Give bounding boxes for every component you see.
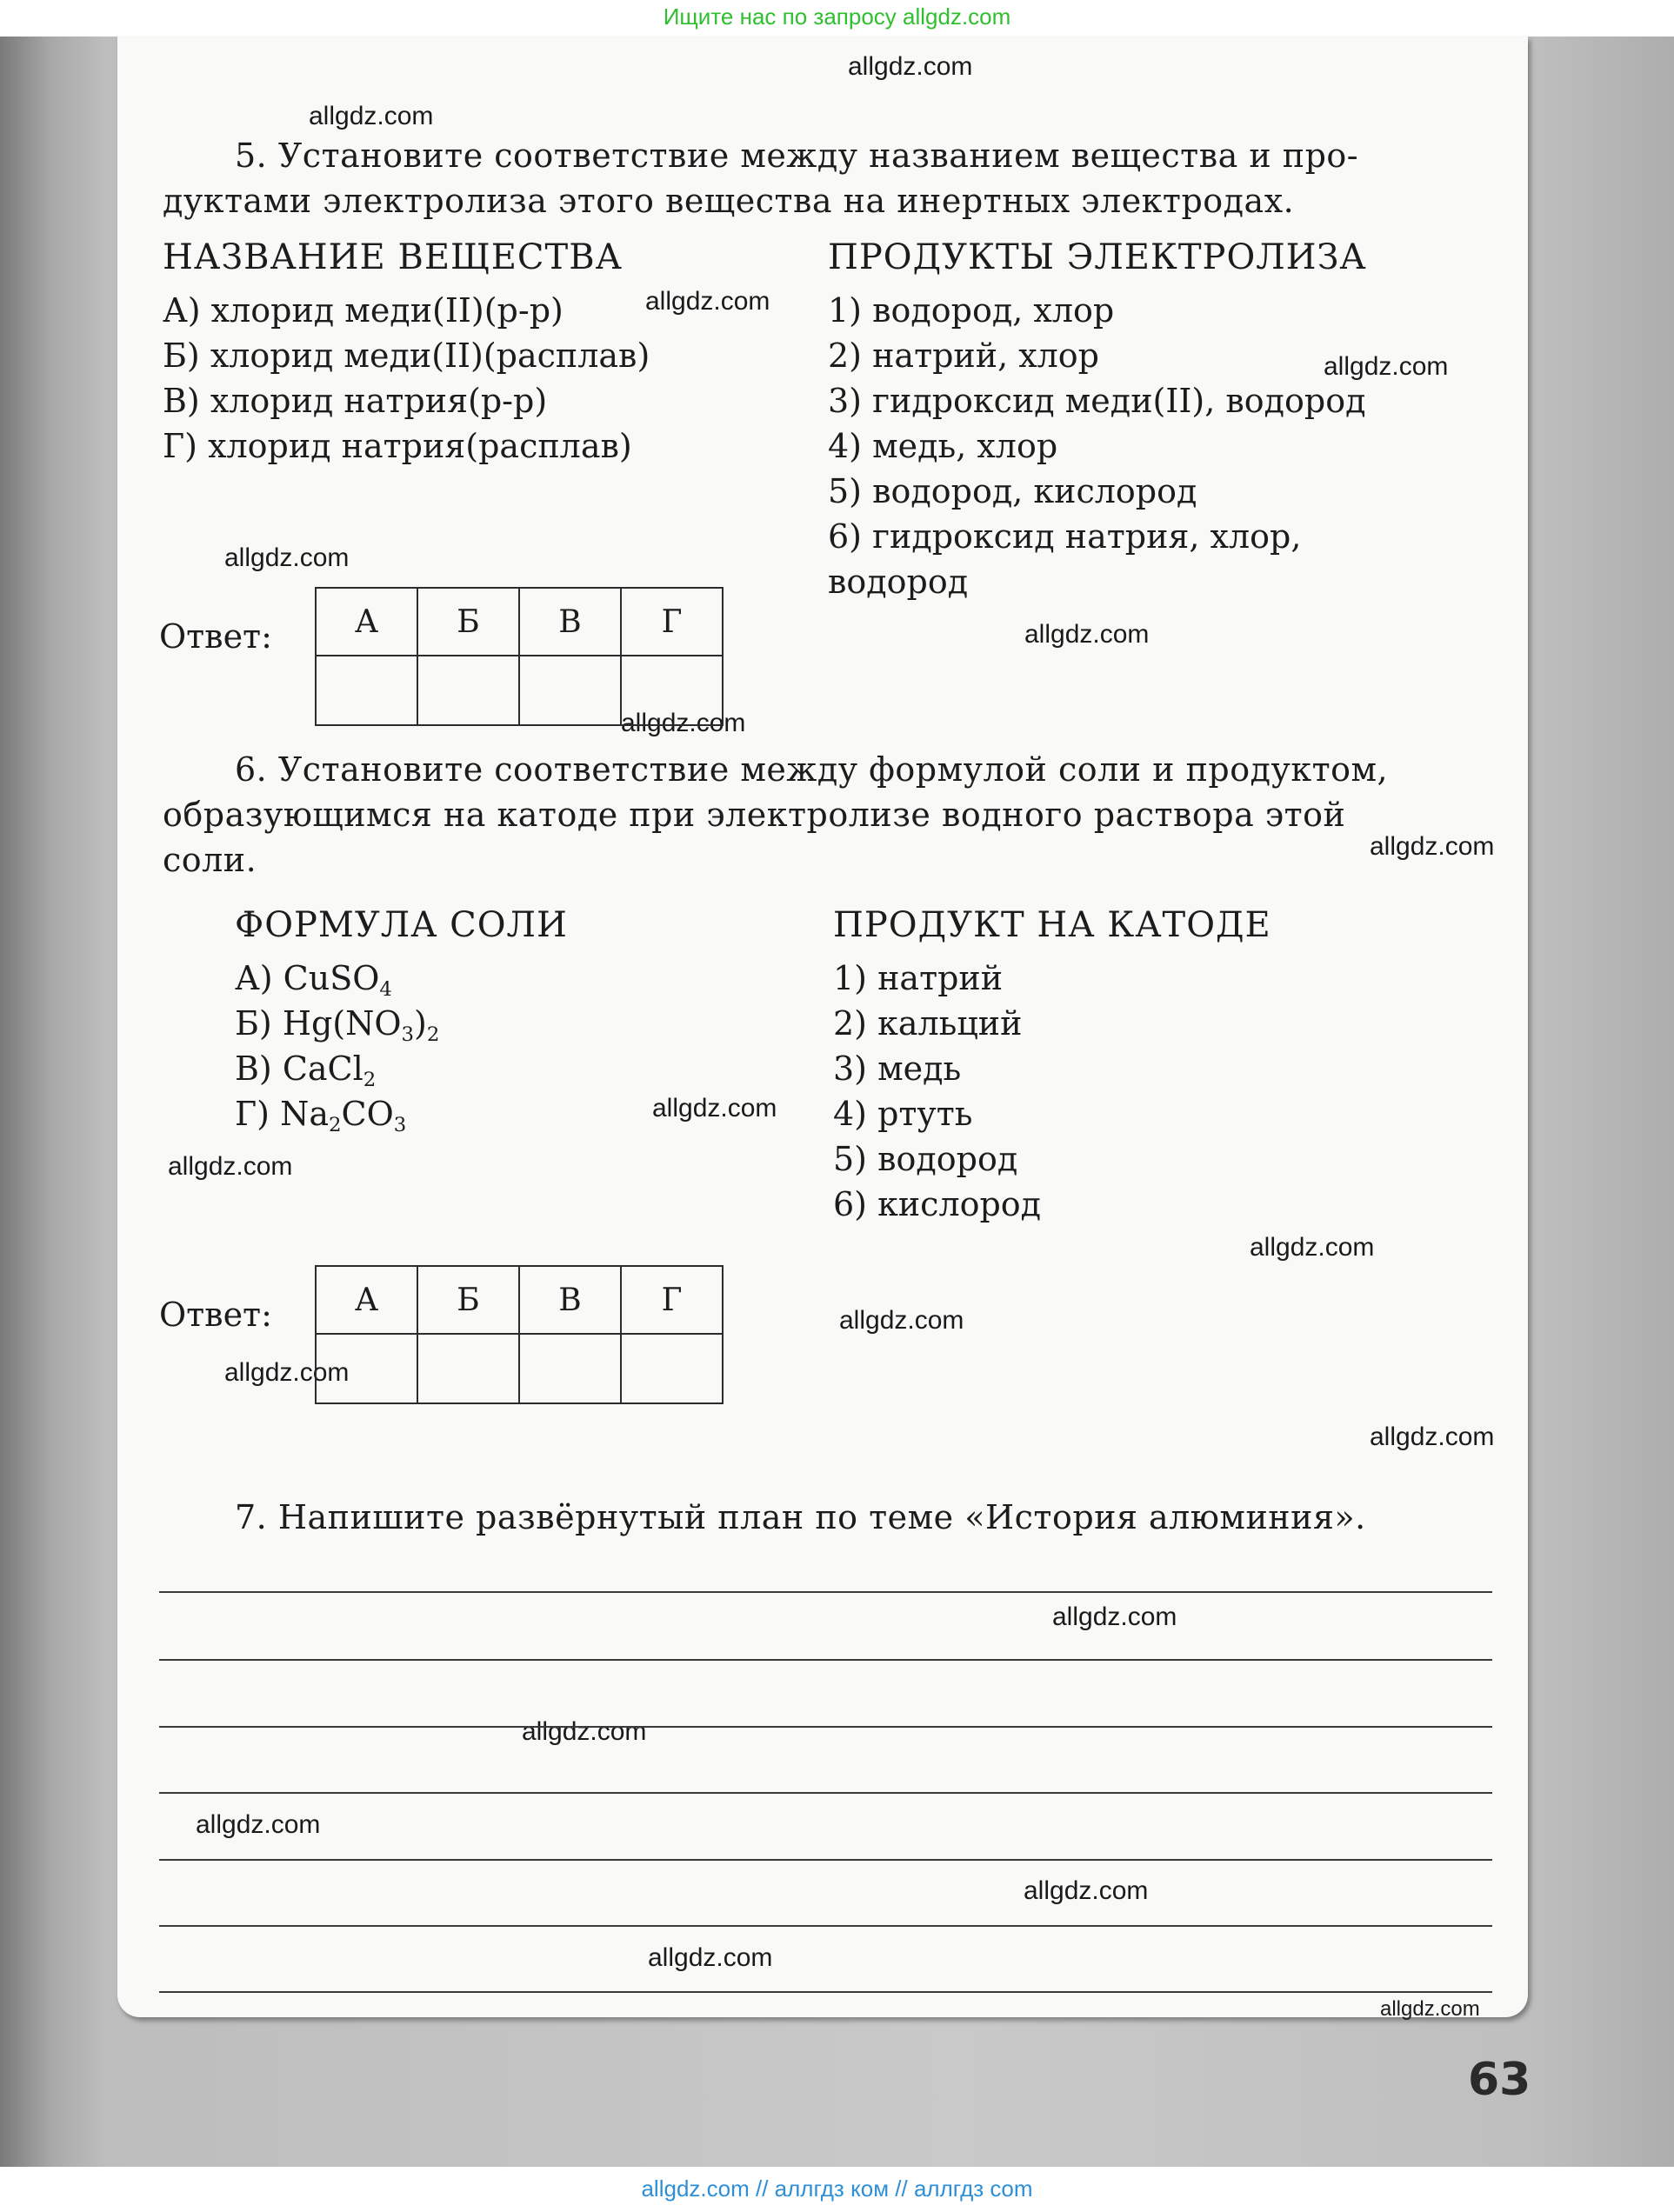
answer-cell-b[interactable] [417,1334,519,1403]
answer-cell-a[interactable] [316,656,417,725]
watermark: allgdz.com [1024,1876,1149,1905]
watermark: allgdz.com [1250,1233,1375,1262]
task5-product-6: 6) гидроксид натрия, хлор, [828,517,1302,556]
answer-cell-v[interactable] [519,1334,621,1403]
watermark: allgdz.com [1370,832,1495,861]
task6-formula-c: В) CaCl$_2$ [235,1049,377,1091]
answer-header-v: В [519,588,621,656]
writing-line[interactable] [159,1991,1492,1993]
task6-answer-table [315,1265,724,1404]
scan-shadow [1531,37,1674,2167]
watermark: allgdz.com [224,543,350,572]
task6-line2: образующимся на катоде при электролизе водного раствора этой [163,796,1346,834]
task5-right-header: ПРОДУКТЫ ЭЛЕКТРОЛИЗА [828,237,1367,277]
task5-substance-d: Г) хлорид натрия(расплав) [163,427,632,465]
answer-header-v: В [519,1266,621,1334]
answer-header-b: Б [417,1266,519,1334]
answer-header-b: Б [417,588,519,656]
writing-line[interactable] [159,1726,1492,1728]
watermark: allgdz.com [839,1306,964,1335]
answer-header-g: Г [621,1266,723,1334]
answer-cell-g[interactable] [621,656,723,725]
writing-line[interactable] [159,1792,1492,1794]
task6-product-6: 6) кислород [833,1185,1042,1223]
watermark: allgdz.com [196,1810,321,1839]
watermark: allgdz.com [848,52,973,81]
task5-product-1: 1) водород, хлор [828,291,1115,330]
watermark: allgdz.com [652,1094,777,1123]
task5-product-6-cont: водород [828,563,969,601]
task6-answer-label: Ответ: [159,1296,272,1334]
task5-product-4: 4) медь, хлор [828,427,1058,465]
watermark: allgdz.com [621,709,746,737]
page-number: 63 [1468,2054,1531,2106]
task6-formula-b: Б) $Hg(NO_3)_2$ [235,1004,440,1046]
task6-line1: 6. Установите соответствие между формулой соли и продуктом, [235,750,1389,789]
task6-right-header: ПРОДУКТ НА КАТОДЕ [833,905,1271,945]
answer-cell-a[interactable] [316,1334,417,1403]
task5-substance-b: Б) хлорид меди(II)(расплав) [163,336,650,375]
task6-product-1: 1) натрий [833,959,1004,997]
watermark: allgdz.com [648,1943,773,1972]
answer-header-a: А [316,588,417,656]
watermark: allgdz.com [168,1152,293,1181]
writing-line[interactable] [159,1859,1492,1861]
watermark: allgdz.com [645,287,770,316]
task5-line1: 5. Установите соответствие между названием вещества и про- [235,137,1359,175]
task6-product-4: 4) ртуть [833,1095,973,1133]
watermark: allgdz.com [224,1358,350,1387]
watermark: allgdz.com [1052,1602,1177,1631]
watermark: allgdz.com [309,102,434,130]
answer-header-a: А [316,1266,417,1334]
task6-left-header: ФОРМУЛА СОЛИ [235,905,568,945]
bottom-banner[interactable]: allgdz.com // аллгдз ком // аллгдз com [641,2175,1033,2202]
task5-answer-label: Ответ: [159,617,272,656]
task5-substance-a: А) хлорид меди(II)(р-р) [163,291,564,330]
watermark: allgdz.com [522,1717,647,1746]
watermark: allgdz.com [1380,1997,1480,2021]
answer-header-g: Г [621,588,723,656]
watermark: allgdz.com [1024,620,1150,649]
task7-line1: 7. Напишите развёрнутый план по теме «История алюминия». [235,1498,1366,1536]
writing-line[interactable] [159,1591,1492,1593]
task6-product-3: 3) медь [833,1049,962,1088]
top-banner[interactable]: Ищите нас по запросу allgdz.com [663,3,1011,30]
task5-line2: дуктами электролиза этого вещества на инертных электродах. [163,182,1295,220]
task6-formula-d: Г) $Na_2CO_3$ [235,1095,407,1136]
task5-left-header: НАЗВАНИЕ ВЕЩЕСТВА [163,237,623,277]
watermark: allgdz.com [1370,1422,1495,1451]
answer-cell-v[interactable] [519,656,621,725]
task6-product-2: 2) кальций [833,1004,1023,1043]
task6-line3: соли. [163,841,257,879]
writing-line[interactable] [159,1925,1492,1927]
answer-cell-g[interactable] [621,1334,723,1403]
task6-product-5: 5) водород [833,1140,1018,1178]
task5-substance-c: В) хлорид натрия(р-р) [163,382,548,420]
task5-product-2: 2) натрий, хлор [828,336,1099,375]
task5-product-5: 5) водород, кислород [828,472,1197,510]
writing-line[interactable] [159,1659,1492,1661]
answer-cell-b[interactable] [417,656,519,725]
task6-formula-a: А) CuSO$_4$ [235,959,392,1001]
task5-product-3: 3) гидроксид меди(II), водород [828,382,1366,420]
watermark: allgdz.com [1324,352,1449,381]
task5-answer-table [315,587,724,726]
